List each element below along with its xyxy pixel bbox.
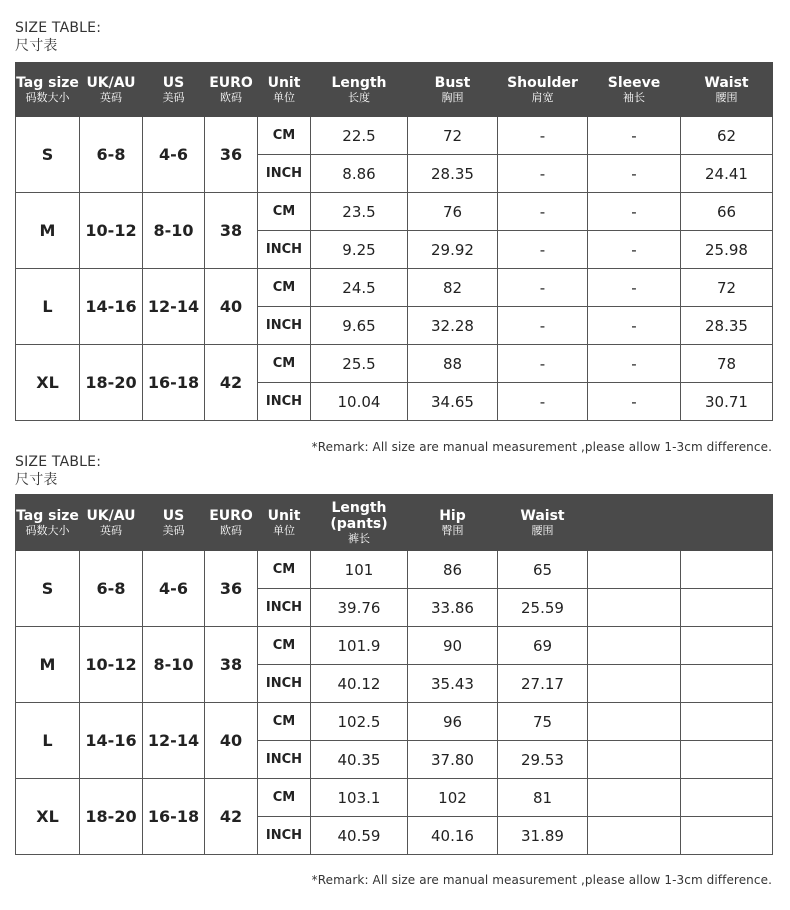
column-header <box>311 63 408 117</box>
cell-value <box>588 703 681 741</box>
cell-value: 32.28 <box>408 307 498 345</box>
cell-value: 25.98 <box>681 231 773 269</box>
cell-value <box>588 741 681 779</box>
cell-value: 24.41 <box>681 155 773 193</box>
cell-unit: INCH <box>258 155 311 193</box>
cell-value <box>681 627 773 665</box>
table-row <box>16 117 773 155</box>
cell-uk: 18-20 <box>80 779 143 855</box>
cell-euro: 42 <box>205 345 258 421</box>
column-header-en: US <box>162 74 185 91</box>
cell-value: 81 <box>498 779 588 817</box>
cell-us: 4-6 <box>143 117 205 193</box>
cell-value <box>588 665 681 703</box>
cell-value: - <box>498 193 588 231</box>
cell-value: 76 <box>408 193 498 231</box>
column-header-cn: 胸围 <box>441 90 464 104</box>
cell-size: XL <box>16 779 80 855</box>
size-table-2-grid <box>15 494 773 855</box>
cell-value: 40.12 <box>311 665 408 703</box>
cell-uk: 10-12 <box>80 627 143 703</box>
cell-uk: 10-12 <box>80 193 143 269</box>
title-en: SIZE TABLE: <box>15 20 102 36</box>
column-header-cn: 码数大小 <box>25 90 70 104</box>
column-header <box>311 495 408 551</box>
cell-value: 8.86 <box>311 155 408 193</box>
cell-unit: CM <box>258 779 311 817</box>
cell-size: L <box>16 703 80 779</box>
column-header-en: Tag size <box>16 74 79 91</box>
cell-unit: INCH <box>258 231 311 269</box>
column-header-en: UK/AU <box>86 507 136 524</box>
column-header-cn: 码数大小 <box>25 523 70 537</box>
column-header-en: Unit <box>267 74 301 91</box>
cell-value: 22.5 <box>311 117 408 155</box>
cell-value <box>681 703 773 741</box>
table-row <box>16 627 773 665</box>
size-table-2-title <box>15 453 772 489</box>
size-table-1 <box>15 62 772 421</box>
cell-size: M <box>16 627 80 703</box>
column-header-cn: 袖长 <box>623 90 645 104</box>
cell-value: 27.17 <box>498 665 588 703</box>
column-header <box>588 495 681 551</box>
column-header <box>408 63 498 117</box>
cell-unit: INCH <box>258 589 311 627</box>
cell-unit: INCH <box>258 741 311 779</box>
cell-value: 86 <box>408 551 498 589</box>
size-table-2 <box>15 494 772 855</box>
column-header-en: Length (pants) <box>330 499 388 532</box>
cell-value: 40.35 <box>311 741 408 779</box>
cell-value: 66 <box>681 193 773 231</box>
cell-value: 75 <box>498 703 588 741</box>
cell-value: 33.86 <box>408 589 498 627</box>
cell-value: - <box>588 231 681 269</box>
cell-unit: CM <box>258 269 311 307</box>
cell-value: - <box>498 345 588 383</box>
cell-value: 88 <box>408 345 498 383</box>
size-table-1-title <box>15 19 772 55</box>
table-row <box>16 193 773 231</box>
column-header-cn: 英码 <box>100 523 122 537</box>
cell-unit: CM <box>258 627 311 665</box>
cell-value: 28.35 <box>408 155 498 193</box>
column-header <box>258 63 311 117</box>
column-header-en: Length <box>331 74 387 91</box>
cell-value: - <box>588 345 681 383</box>
cell-value: 102 <box>408 779 498 817</box>
cell-value: - <box>498 231 588 269</box>
column-header <box>80 495 143 551</box>
column-header-cn: 腰围 <box>715 90 738 104</box>
cell-value: 37.80 <box>408 741 498 779</box>
cell-euro: 40 <box>205 703 258 779</box>
cell-value: - <box>588 117 681 155</box>
cell-us: 8-10 <box>143 193 205 269</box>
cell-value: 9.25 <box>311 231 408 269</box>
cell-value <box>588 779 681 817</box>
cell-value: 40.16 <box>408 817 498 855</box>
cell-size: L <box>16 269 80 345</box>
cell-value: 96 <box>408 703 498 741</box>
cell-value: 78 <box>681 345 773 383</box>
column-header-en: EURO <box>209 507 253 524</box>
column-header-en: Hip <box>439 507 466 524</box>
cell-size: S <box>16 117 80 193</box>
cell-value: 101.9 <box>311 627 408 665</box>
cell-us: 8-10 <box>143 627 205 703</box>
remark-2: *Remark: All size are manual measurement ,please allow 1-3cm difference. <box>311 873 772 887</box>
column-header <box>408 495 498 551</box>
column-header <box>205 63 258 117</box>
cell-euro: 38 <box>205 627 258 703</box>
column-header-en: Unit <box>267 507 301 524</box>
cell-value: - <box>588 383 681 421</box>
table-row <box>16 345 773 383</box>
cell-value <box>588 551 681 589</box>
table-row <box>16 269 773 307</box>
cell-value: - <box>498 117 588 155</box>
column-header-cn: 欧码 <box>220 523 242 537</box>
column-header-en: EURO <box>209 74 253 91</box>
cell-euro: 40 <box>205 269 258 345</box>
column-header-cn: 美码 <box>162 90 185 104</box>
cell-value: 25.59 <box>498 589 588 627</box>
cell-value: 82 <box>408 269 498 307</box>
table-row <box>16 551 773 589</box>
cell-value: - <box>498 307 588 345</box>
column-header-cn: 腰围 <box>531 523 554 537</box>
cell-uk: 18-20 <box>80 345 143 421</box>
column-header <box>205 495 258 551</box>
cell-us: 4-6 <box>143 551 205 627</box>
cell-value: 101 <box>311 551 408 589</box>
cell-value: 29.53 <box>498 741 588 779</box>
table-row <box>16 703 773 741</box>
cell-value: 23.5 <box>311 193 408 231</box>
column-header <box>498 495 588 551</box>
column-header-cn: 裤长 <box>348 531 370 545</box>
size-table-1-grid <box>15 62 773 421</box>
column-header-en: Sleeve <box>607 74 661 91</box>
column-header-en: Shoulder <box>507 74 578 91</box>
title-cn: 尺寸表 <box>15 472 58 488</box>
table-row <box>16 779 773 817</box>
cell-euro: 42 <box>205 779 258 855</box>
column-header-cn: 欧码 <box>220 90 242 104</box>
cell-value <box>681 817 773 855</box>
cell-size: M <box>16 193 80 269</box>
cell-value: 69 <box>498 627 588 665</box>
cell-size: S <box>16 551 80 627</box>
cell-value <box>588 589 681 627</box>
column-header-en: Waist <box>520 507 565 524</box>
column-header <box>681 63 773 117</box>
column-header-en: Bust <box>434 74 471 91</box>
cell-value: 30.71 <box>681 383 773 421</box>
cell-value: - <box>588 155 681 193</box>
cell-uk: 14-16 <box>80 269 143 345</box>
cell-euro: 38 <box>205 193 258 269</box>
cell-unit: INCH <box>258 307 311 345</box>
column-header <box>258 495 311 551</box>
column-header <box>681 495 773 551</box>
column-header <box>16 63 80 117</box>
cell-value: 9.65 <box>311 307 408 345</box>
column-header <box>498 63 588 117</box>
cell-size: XL <box>16 345 80 421</box>
column-header-cn: 美码 <box>162 523 185 537</box>
cell-value <box>588 627 681 665</box>
cell-value: 29.92 <box>408 231 498 269</box>
cell-unit: INCH <box>258 383 311 421</box>
column-header <box>80 63 143 117</box>
column-header <box>143 63 205 117</box>
cell-unit: INCH <box>258 665 311 703</box>
column-header-en: UK/AU <box>86 74 136 91</box>
cell-value: 72 <box>408 117 498 155</box>
cell-value <box>681 551 773 589</box>
cell-value <box>681 741 773 779</box>
cell-us: 12-14 <box>143 269 205 345</box>
cell-unit: CM <box>258 345 311 383</box>
column-header-cn: 单位 <box>273 523 295 537</box>
cell-value: - <box>588 269 681 307</box>
column-header-en: US <box>162 507 185 524</box>
title-en: SIZE TABLE: <box>15 454 102 470</box>
cell-value: 90 <box>408 627 498 665</box>
cell-value: 31.89 <box>498 817 588 855</box>
cell-uk: 6-8 <box>80 551 143 627</box>
column-header <box>143 495 205 551</box>
cell-value <box>588 817 681 855</box>
cell-value: - <box>588 193 681 231</box>
cell-value: 65 <box>498 551 588 589</box>
cell-value: 25.5 <box>311 345 408 383</box>
cell-value: 34.65 <box>408 383 498 421</box>
cell-uk: 14-16 <box>80 703 143 779</box>
cell-value: 10.04 <box>311 383 408 421</box>
column-header-cn: 肩宽 <box>531 90 554 104</box>
cell-us: 16-18 <box>143 345 205 421</box>
cell-unit: CM <box>258 193 311 231</box>
cell-us: 12-14 <box>143 703 205 779</box>
column-header-cn: 臀围 <box>441 523 464 537</box>
cell-value: 103.1 <box>311 779 408 817</box>
column-header-cn: 长度 <box>348 90 370 104</box>
title-cn: 尺寸表 <box>15 38 58 54</box>
cell-value: - <box>498 155 588 193</box>
cell-value: 28.35 <box>681 307 773 345</box>
cell-value: 24.5 <box>311 269 408 307</box>
cell-value: - <box>498 269 588 307</box>
cell-value: 62 <box>681 117 773 155</box>
cell-value: - <box>498 383 588 421</box>
cell-value <box>681 779 773 817</box>
cell-value <box>681 665 773 703</box>
column-header-en: Waist <box>704 74 749 91</box>
cell-value: 39.76 <box>311 589 408 627</box>
cell-euro: 36 <box>205 551 258 627</box>
cell-unit: INCH <box>258 817 311 855</box>
cell-unit: CM <box>258 551 311 589</box>
column-header-en: Tag size <box>16 507 79 524</box>
cell-value <box>681 589 773 627</box>
column-header-cn: 英码 <box>100 90 122 104</box>
column-header-cn: 单位 <box>273 90 295 104</box>
column-header <box>588 63 681 117</box>
column-header <box>16 495 80 551</box>
cell-value: - <box>588 307 681 345</box>
cell-euro: 36 <box>205 117 258 193</box>
cell-value: 35.43 <box>408 665 498 703</box>
cell-value: 102.5 <box>311 703 408 741</box>
cell-uk: 6-8 <box>80 117 143 193</box>
remark-1: *Remark: All size are manual measurement ,please allow 1-3cm difference. <box>311 440 772 454</box>
cell-us: 16-18 <box>143 779 205 855</box>
cell-value: 40.59 <box>311 817 408 855</box>
cell-value: 72 <box>681 269 773 307</box>
cell-unit: CM <box>258 703 311 741</box>
cell-unit: CM <box>258 117 311 155</box>
